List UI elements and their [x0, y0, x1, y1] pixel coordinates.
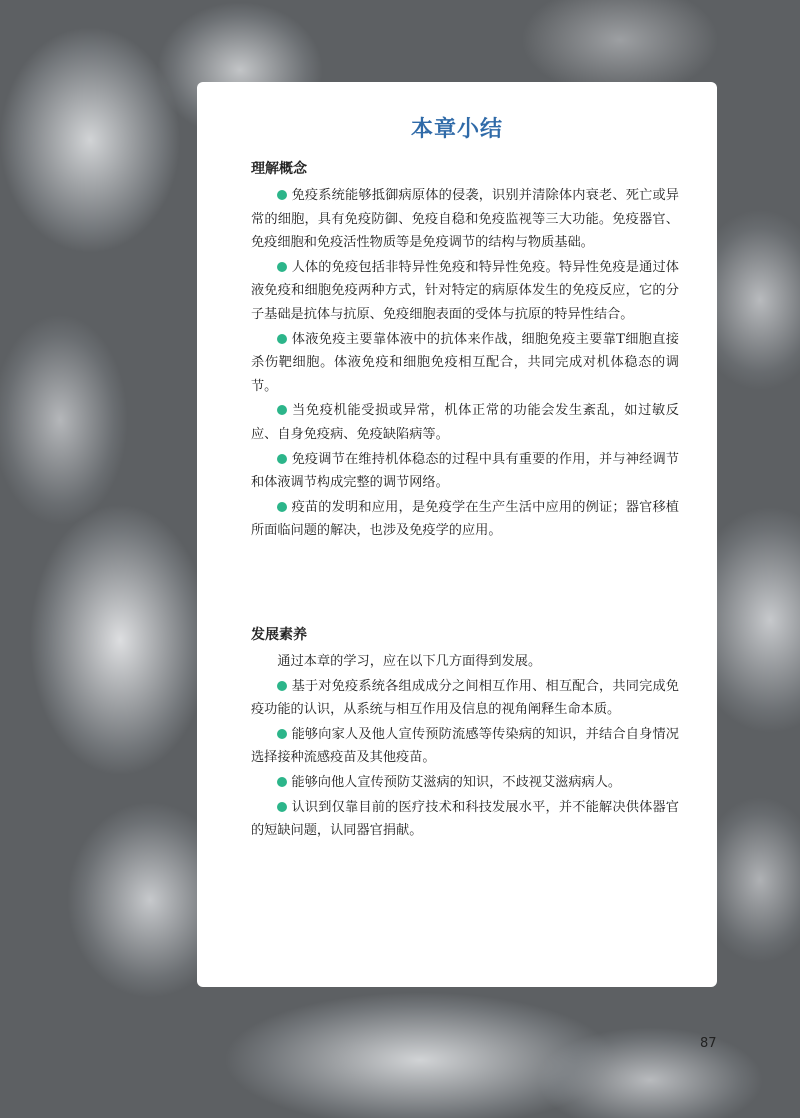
list-item: 认识到仅靠目前的医疗技术和科技发展水平，并不能解决供体器官的短缺问题，认同器官捐献。 — [251, 799, 679, 839]
bullet-dot-icon — [277, 454, 287, 464]
section-intro: 通过本章的学习，应在以下几方面得到发展。 — [277, 654, 542, 669]
section-heading: 理解概念 — [251, 161, 307, 177]
list-item: 免疫调节在维持机体稳态的过程中具有重要的作用，并与神经调节和体液调节构成完整的调节网络。 — [251, 451, 679, 491]
bullet-dot-icon — [277, 334, 287, 344]
section-understand-concepts — [251, 158, 679, 544]
bullet-dot-icon — [277, 729, 287, 739]
list-item: 当免疫机能受损或异常，机体正常的功能会发生紊乱，如过敏反应、自身免疫病、免疫缺陷病等。 — [251, 403, 679, 442]
list-item: 疫苗的发明和应用，是免疫学在生产生活中应用的例证；器官移植所面临问题的解决，也涉及免疫学的应用。 — [251, 499, 679, 539]
bullet-dot-icon — [277, 802, 287, 812]
page-number: 87 — [700, 1036, 717, 1051]
bullet-dot-icon — [277, 405, 287, 415]
summary-card — [197, 82, 717, 987]
list-item: 基于对免疫系统各组成成分之间相互作用、相互配合，共同完成免疫功能的认识，从系统与相互作用及信息的视角阐释生命本质。 — [251, 678, 679, 718]
list-item: 人体的免疫包括非特异性免疫和特异性免疫。特异性免疫是通过体液免疫和细胞免疫两种方式，针对特定的病原体发生的免疫反应，它的分子基础是抗体与抗原、免疫细胞表面的受体与抗原的特异性结合。 — [251, 259, 679, 322]
bullet-dot-icon — [277, 190, 287, 200]
bullet-dot-icon — [277, 681, 287, 691]
bullet-dot-icon — [277, 262, 287, 272]
list-item: 能够向家人及他人宣传预防流感等传染病的知识，并结合自身情况选择接种流感疫苗及其他疫苗。 — [251, 726, 679, 766]
bullet-dot-icon — [277, 502, 287, 512]
bullet-dot-icon — [277, 777, 287, 787]
page-title: 本章小结 — [410, 117, 503, 142]
section-develop-literacy — [251, 624, 679, 844]
section-heading: 发展素养 — [251, 627, 307, 643]
list-item: 能够向他人宣传预防艾滋病的知识，不歧视艾滋病病人。 — [251, 771, 679, 795]
list-item: 体液免疫主要靠体液中的抗体来作战，细胞免疫主要靠T细胞直接杀伤靶细胞。体液免疫和细胞免疫相互配合，共同完成对机体稳态的调节。 — [251, 331, 679, 394]
list-item: 免疫系统能够抵御病原体的侵袭，识别并清除体内衰老、死亡或异常的细胞，具有免疫防御、免疫自稳和免疫监视等三大功能。免疫器官、免疫细胞和免疫活性物质等是免疫调节的结构与物质基础。 — [251, 188, 679, 251]
